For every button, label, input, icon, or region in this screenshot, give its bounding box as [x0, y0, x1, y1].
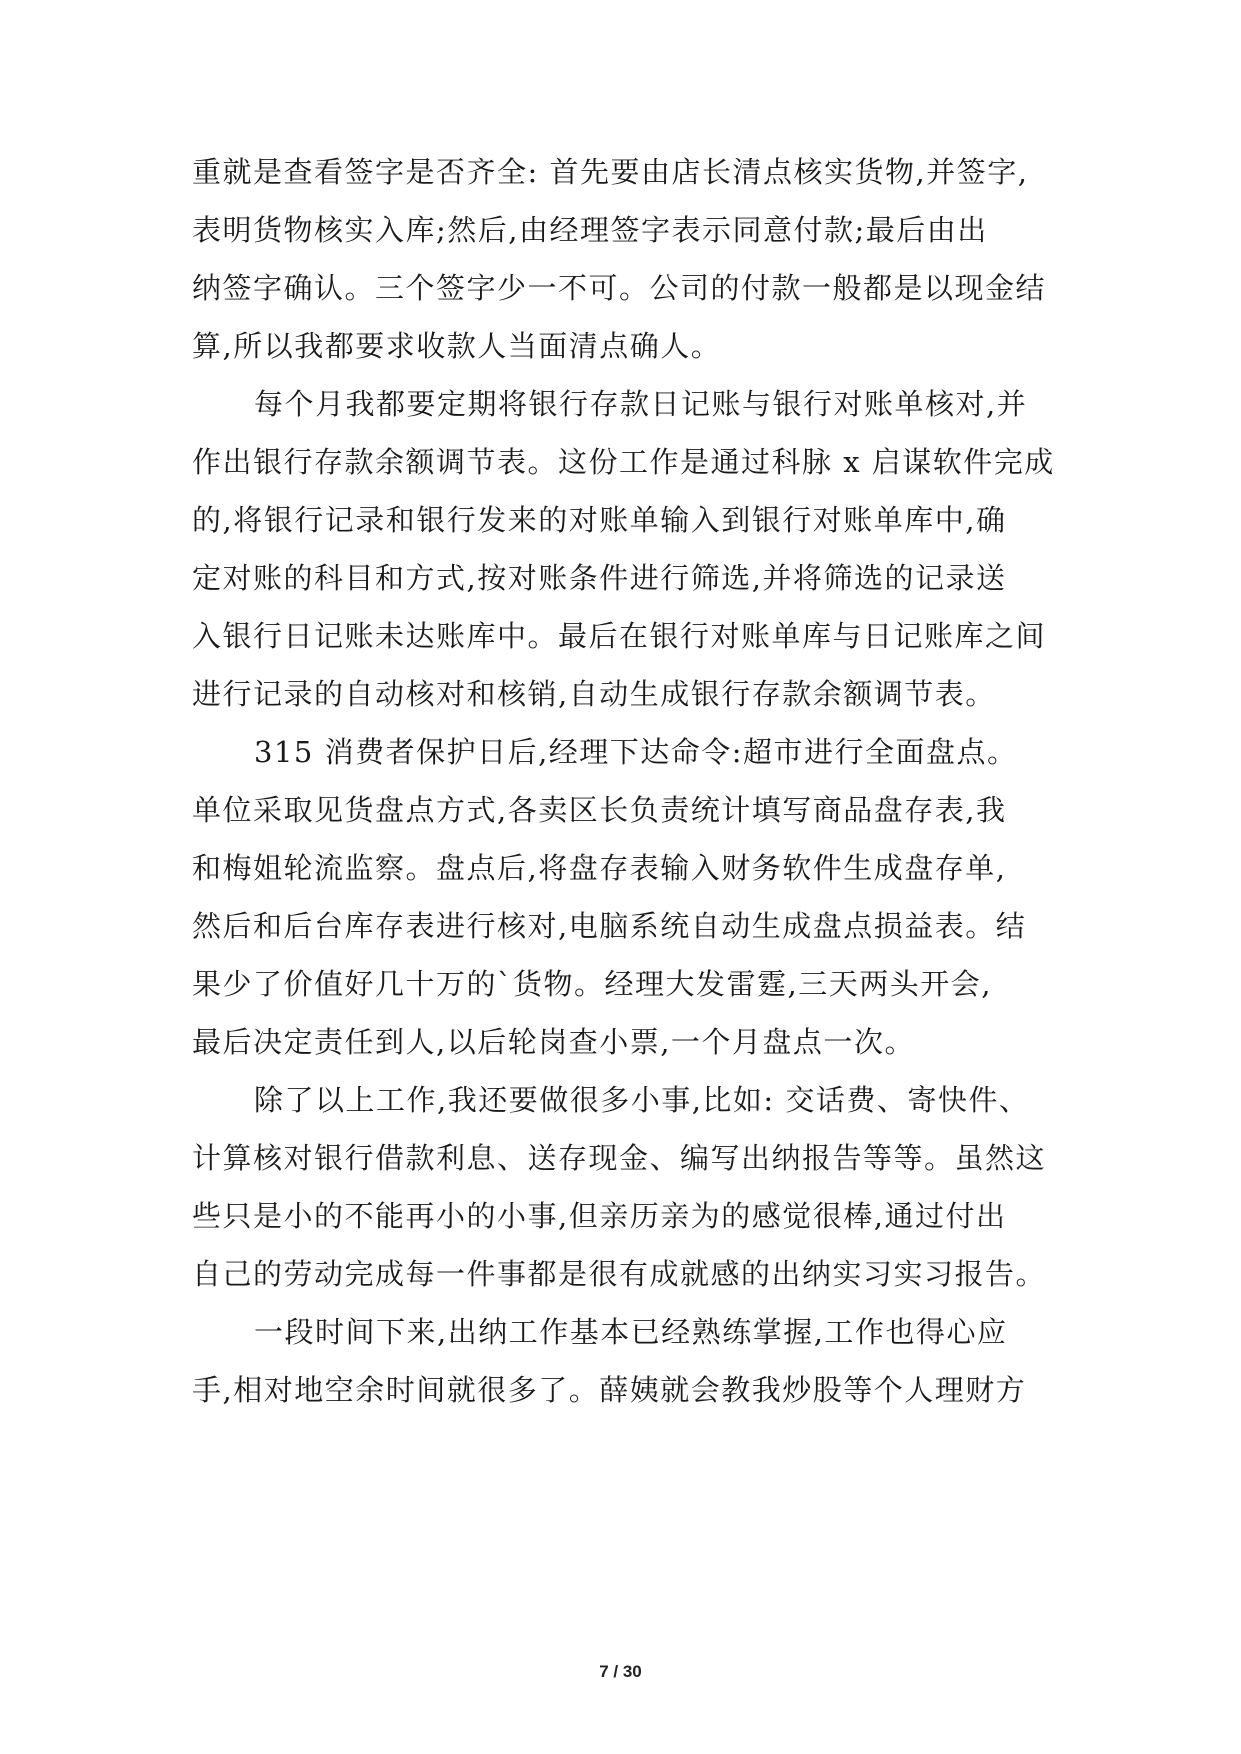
text-line: 进行记录的自动核对和核销,自动生成银行存款余额调节表。 [192, 677, 996, 711]
text-line: 一段时间下来,出纳工作基本已经熟练掌握,工作也得心应 [254, 1315, 1008, 1349]
page-number: 7 / 30 [599, 1662, 642, 1681]
text-line: 算,所以我都要求收款人当面清点确人。 [192, 329, 722, 363]
text-line: 然后和后台库存表进行核对,电脑系统自动生成盘点损益表。结 [192, 909, 1027, 943]
text-line: 每个月我都要定期将银行存款日记账与银行对账单核对,并 [254, 387, 1028, 421]
text-line: 果少了价值好几十万的`货物。经理大发雷霆,三天两头开会, [192, 967, 992, 1001]
text-line: 入银行日记账未达账库中。最后在银行对账单库与日记账库之间 [192, 619, 1047, 653]
text-line: 和梅姐轮流监察。盘点后,将盘存表输入财务软件生成盘存单, [192, 851, 1007, 885]
text-line: 315 消费者保护日后,经理下达命令:超市进行全面盘点。 [254, 735, 1018, 769]
text-line: 纳签字确认。三个签字少一不可。公司的付款一般都是以现金结 [192, 271, 1047, 305]
text-line: 最后决定责任到人,以后轮岗查小票,一个月盘点一次。 [192, 1025, 915, 1059]
text-line: 计算核对银行借款利息、送存现金、编写出纳报告等等。虽然这 [192, 1141, 1047, 1175]
text-line: 重就是查看签字是否齐全: 首先要由店长清点核实货物,并签字, [192, 155, 1029, 189]
text-line: 表明货物核实入库;然后,由经理签字表示同意付款;最后由出 [192, 213, 988, 247]
text-line: 些只是小的不能再小的小事,但亲历亲为的感觉很棒,通过付出 [192, 1199, 1007, 1233]
text-line: 除了以上工作,我还要做很多小事,比如: 交话费、寄快件、 [254, 1083, 1030, 1117]
text-line: 的,将银行记录和银行发来的对账单输入到银行对账单库中,确 [192, 503, 1007, 537]
text-line: 作出银行存款余额调节表。这份工作是通过科脉 x 启谋软件完成 [192, 445, 1055, 479]
text-line: 单位采取见货盘点方式,各卖区长负责统计填写商品盘存表,我 [192, 793, 1007, 827]
text-line: 定对账的科目和方式,按对账条件进行筛选,并将筛选的记录送 [192, 561, 1007, 595]
text-line: 自己的劳动完成每一件事都是很有成就感的出纳实习实习报告。 [192, 1257, 1047, 1291]
text-line: 手,相对地空余时间就很多了。薛姨就会教我炒股等个人理财方 [192, 1373, 1027, 1407]
